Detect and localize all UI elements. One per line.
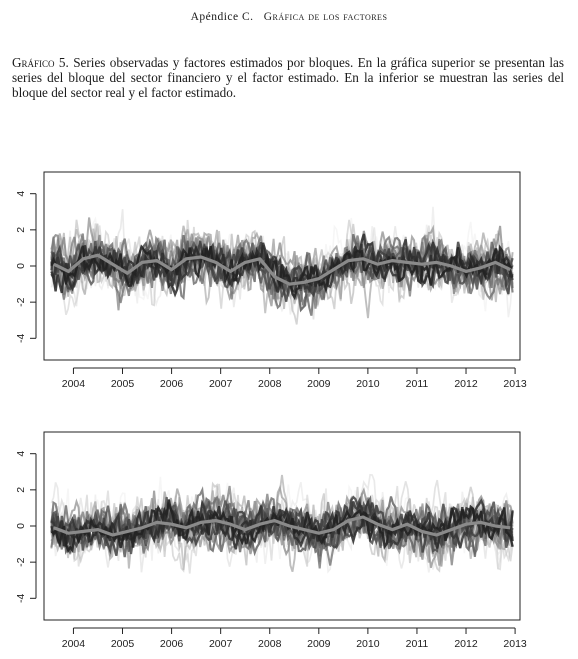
y-tick-label: -4: [15, 333, 27, 343]
y-tick-label: 2: [15, 486, 27, 493]
x-tick-label: 2009: [307, 378, 331, 390]
page-header: [0, 11, 578, 23]
y-tick-label: 0: [15, 523, 27, 529]
x-axis: [62, 368, 527, 390]
x-tick-label: 2011: [405, 638, 429, 650]
appendix-title: Gráfica de los factores: [263, 11, 388, 23]
y-tick-label: 2: [15, 226, 27, 233]
x-tick-label: 2006: [159, 638, 184, 650]
y-tick-label: 4: [15, 190, 27, 197]
caption-text: Series observadas y factores estimados por bloques. En la gráfica superior se presentan las series del bloque del sector financiero y el factor estimado. En la inferior se muestran las series del bloque del sector real y el factor estimado.: [12, 55, 565, 100]
x-tick-label: 2007: [208, 638, 233, 650]
x-tick-label: 2006: [159, 378, 184, 390]
chart-real-sector: [0, 420, 578, 659]
appendix-label: Apéndice C.: [190, 11, 254, 23]
x-tick-label: 2011: [405, 378, 429, 390]
x-tick-label: 2008: [258, 378, 282, 390]
x-tick-label: 2007: [208, 378, 233, 390]
x-tick-label: 2008: [258, 638, 282, 650]
series-group: [51, 207, 512, 325]
x-tick-label: 2004: [61, 638, 86, 650]
y-axis: [15, 451, 36, 603]
figure-caption: [12, 55, 564, 100]
x-tick-label: 2012: [454, 378, 478, 390]
y-tick-label: -2: [15, 297, 27, 307]
x-tick-label: 2010: [356, 378, 380, 390]
figure-label: Gráfico 5.: [12, 55, 69, 70]
x-tick-label: 2005: [110, 378, 135, 390]
x-tick-label: 2009: [307, 638, 331, 650]
y-tick-label: -2: [15, 557, 27, 567]
y-axis: [15, 191, 36, 343]
x-tick-label: 2012: [454, 638, 478, 650]
series-group: [51, 475, 512, 574]
x-tick-label: 2013: [503, 378, 527, 390]
x-tick-label: 2004: [61, 378, 86, 390]
y-tick-label: 4: [15, 450, 27, 457]
x-axis: [62, 628, 527, 650]
x-tick-label: 2013: [503, 638, 527, 650]
x-tick-label: 2005: [110, 638, 135, 650]
x-tick-label: 2010: [356, 638, 380, 650]
y-tick-label: 0: [15, 263, 27, 269]
chart-financial-sector: [0, 160, 578, 400]
y-tick-label: -4: [15, 593, 27, 603]
